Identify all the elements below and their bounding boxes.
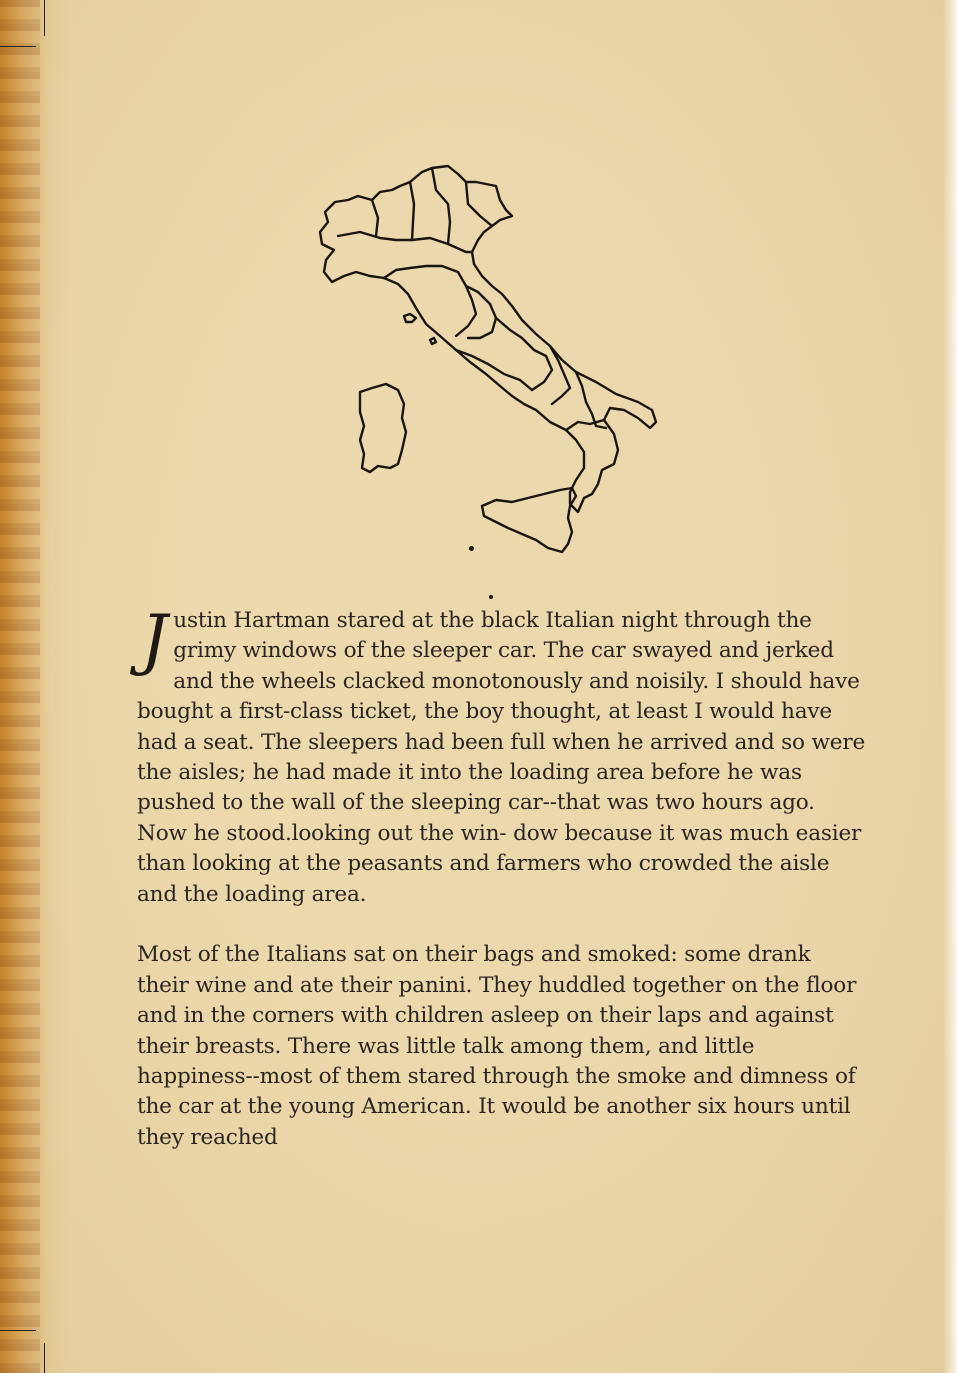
crop-mark-bottom-horizontal (0, 1330, 36, 1331)
map-island-dot (469, 546, 474, 551)
island-small-1 (430, 338, 436, 344)
sardinia-outline (360, 384, 406, 472)
italy-map-illustration (300, 160, 670, 580)
paragraph-1-text: ustin Hartman stared at the black Italian night through the grimy windows of the sleeper car. The car swayed and jerked and the wheels clacked monotonously and noisily. I should have bought a first-class ticket, the boy thought, at least I would have had a seat. The sleepers had been full when he arrived and so were the aisles; he had made it into the loading area before he was pushed to the wall of the sleeping car--that was two hours ago. Now he stood.looking out the win- dow because it was much easier than looking at the peasants and farmers who crowded the aisle and the loading area. (137, 608, 866, 907)
crop-mark-bottom-vertical (44, 1343, 45, 1373)
region-border-alps (372, 168, 492, 244)
region-border-calabria (566, 420, 604, 430)
crop-mark-top-vertical (44, 0, 45, 36)
region-border-central (496, 318, 552, 390)
paragraph-2: Most of the Italians sat on their bags and smoked: some drank their wine and ate their panini. They huddled together on the floor and in the corners with children asleep on their laps and against their breasts. There was little talk among them, and little happiness--most of them stared through the smoke and dimness of the car at the young American. It would be another six hours until they reached (137, 942, 857, 1150)
italy-mainland-outline (320, 166, 656, 512)
crop-mark-top-horizontal (0, 46, 36, 47)
elba-island-outline (404, 314, 416, 322)
sicily-outline (482, 488, 576, 552)
region-border-tuscany (384, 266, 476, 336)
region-border-south (550, 346, 606, 428)
region-border-lazio (456, 350, 532, 390)
story-text (137, 601, 867, 1153)
paragraph-1 (137, 601, 867, 910)
drop-cap: J (141, 601, 168, 678)
region-border-north (338, 232, 472, 252)
map-island-dot-2 (489, 595, 493, 599)
